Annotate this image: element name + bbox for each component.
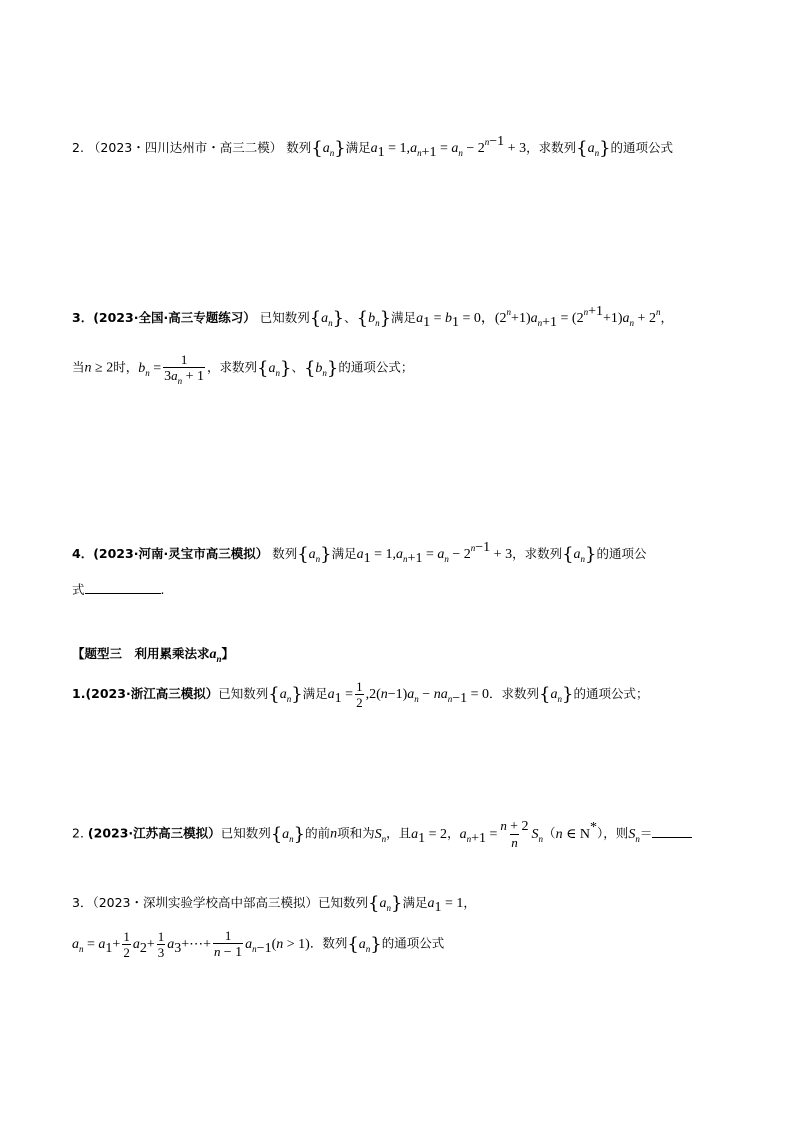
problem-number: 2. [72,825,84,841]
math-sequence-an: $\{a_n\}$ [576,138,611,159]
problem-text: ），则 [597,825,629,841]
answer-blank[interactable] [85,592,161,594]
math-sequence-bn: $\{b_n\}$ [356,308,392,329]
problem-text: 已知数列 [259,310,310,325]
question-2: 2. (2023·江苏高三模拟）已知数列$\{a_n\}$的前n项和为$S_n$，且$a_1 = 2$，$a_{n+1}$ = $\frac{n + 2}{n}$ $S_n(n$ ∈ N*），则$S_n=$ [72,818,692,850]
problem-text: 的前 [305,825,331,841]
section-header [72,648,234,662]
problem-text: 的通项公式 [610,140,674,155]
math-n: n [330,826,338,842]
problem-text: 的通项公式； [573,686,649,701]
problem-3-line-2 [72,352,413,384]
math-recurrence: $a_{n+1}$ = [459,826,498,846]
problem-source: （2023・深圳实验学校高中部高三模拟） [92,895,319,910]
problem-source: (2023·河南·灵宝市高三模拟） [93,546,269,561]
problem-text: 已知数列 [318,895,369,910]
problem-text: . [160,582,165,597]
math-sequence-bn: $\{b_n\}$ [303,357,339,379]
math-sequence-an: $\{a_n\}$ [562,544,597,565]
problem-number: 3． [72,895,93,910]
question-3 [72,895,476,913]
math-condition: $a_1$ = [327,687,354,706]
problem-text: ，求数列 [512,546,563,561]
math-sequence-an: $\{a_n\}$ [297,544,332,565]
problem-text: 项和为 [337,825,375,841]
problem-4 [72,540,647,566]
math-initial: $a_1 = b_1 = 0$ [416,311,481,330]
math-domain: n ∈ N* [555,819,598,842]
problem-text: 、 [291,359,304,375]
math-sequence-an: $\{a_n\}$ [257,357,292,379]
problem-text: 的通项公式； [338,359,414,375]
math-sequence-an: $\{a_n\}$ [368,893,403,914]
problem-text: 满足 [302,686,328,701]
problem-text: （ [543,825,556,841]
section-title: 【题型三 利用累乘法求 [72,646,210,661]
math-sequence-an: $\{a_n\}$ [309,308,345,329]
math-an: $a_n$ [209,647,222,664]
problem-text: 的通项公式 [381,935,445,951]
problem-text: ， [463,895,476,910]
problem-text: 式 [72,582,85,597]
problem-text: ，求数列 [207,359,258,375]
math-bn-def: $b_n$ = [138,360,162,378]
problem-number: 1. [72,686,86,701]
answer-blank[interactable] [652,836,692,838]
problem-text: ．求数列 [489,686,540,701]
section-title-close: 】 [221,646,235,661]
problem-4-line-2 [72,584,165,597]
problem-text: 满足 [402,895,428,910]
problem-number: 2. [72,140,84,155]
problem-text: ，且 [386,825,412,841]
math-recurrence: $a_1 = 1,a_{n+1} = a_n - 2^{n-1} + 3$ [370,134,527,160]
math-condition: n ≥ 2 [84,360,114,376]
math-recurrence: $(2^n+1)a_{n+1} = (2^{n+1}+1)a_n + 2^n$ [494,304,661,330]
problem-text: 时， [113,359,139,375]
math-sn: $S_n$ [374,826,387,844]
problem-number: 4． [72,546,94,561]
problem-text: 已知数列 [220,825,271,841]
problem-text: 数列 [286,140,312,155]
problem-text: 满足 [345,140,371,155]
problem-text: 数列 [272,546,298,561]
math-sn: $S_n$ [628,826,640,844]
question-1 [72,679,648,710]
math-sequence-an: $\{a_n\}$ [311,138,346,159]
math-sequence-an: $\{a_n\}$ [268,684,303,705]
math-fraction: $\frac{1}{2}$ [356,679,363,710]
problem-source: (2023·江苏高三模拟） [87,825,221,841]
problem-text: ．数列 [309,935,348,951]
math-recurrence: $a_1 = 1,a_{n+1} = a_n - 2^{n-1} + 3$ [356,540,513,566]
math-fraction: $\frac{1}{3a_n + 1}$ [164,352,205,386]
question-3-line-2: $a_n = a_1+$ $\frac{1}{2}$ $a_2+$ $\frac{1}{3}$ $a_3+\cdots+$ $\frac{1}{n - 1}$ $a_{n-1}(n > 1)$．数列$\{a_n\}$的通项公式 [72,928,445,960]
problem-text: 满足 [391,310,417,325]
problem-text: 满足 [331,546,357,561]
math-sequence-an: $\{a_n\}$ [347,933,382,955]
problem-text: 、 [344,310,357,325]
problem-text: 已知数列 [218,686,269,701]
problem-source: （2023・四川达州市・高三二模） [87,140,283,155]
problem-source: (2023·全国·高三专题练习） [93,310,256,325]
math-sequence-an: $\{a_n\}$ [539,684,574,705]
problem-number: 3． [72,310,94,325]
problem-text: ＝ [639,825,653,841]
problem-text: ， [447,825,460,841]
problem-source: (2023·浙江高三模拟） [85,686,219,701]
math-sequence-an: $\{a_n\}$ [270,823,306,845]
math-a1: $a_1 = 2$ [411,826,448,846]
problem-2 [72,134,674,160]
problem-3: 3．(2023·全国·高三专题练习） 已知数列$\{a_n\}$、$\{b_n\}$满足$a_1 = b_1 = 0$，$(2^n+1)a_{n+1} = (2^{n+1}+1)a_n + 2^n$， [72,304,673,330]
math-fraction: $\frac{n + 2}{n}$ [500,818,529,850]
math-sum-formula: $a_n = a_1+$ [72,936,121,956]
math-a1: $a_1 = 1$ [427,896,464,915]
problem-text: 当 [72,359,85,375]
problem-text: ，求数列 [526,140,577,155]
problem-text: 的通项公 [596,546,647,561]
math-recurrence: $,2(n-1)a_n - na_{n-1} = 0$ [365,687,490,706]
